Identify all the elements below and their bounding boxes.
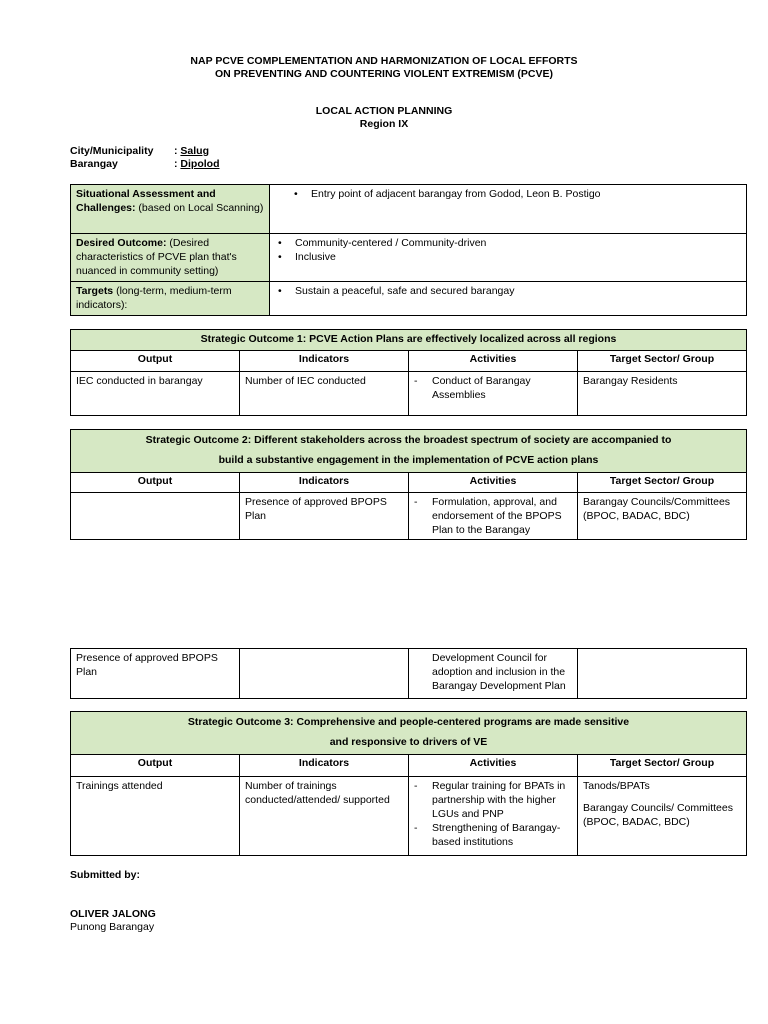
so1-header-row (71, 351, 747, 372)
desired-row (71, 234, 747, 282)
so2-table (70, 429, 747, 540)
header-activities: Activities (409, 755, 578, 777)
so3-title: Strategic Outcome 3: Comprehensive and people-centered programs are made sensitive and responsive to drivers of VE (71, 712, 747, 755)
activity-item: - Regular training for BPATs in partnership with the higher LGUs and PNP (414, 779, 572, 821)
header-indicators: Indicators (240, 473, 409, 493)
so3-output: Trainings attended (71, 777, 240, 856)
header-indicators: Indicators (240, 351, 409, 372)
desired-item: • Community-centered / Community-driven (275, 236, 741, 250)
so2cont-target (578, 649, 747, 699)
situational-content (270, 185, 747, 234)
so2-title-row (71, 430, 747, 473)
desired-content (270, 234, 747, 282)
so2-activities (409, 493, 578, 540)
so3-title-row (71, 712, 747, 755)
so3-table (70, 711, 747, 856)
desired-label: Desired Outcome: (Desired characteristics of PCVE plan that's nuanced in community setting) (71, 234, 270, 282)
header-target: Target Sector/ Group (578, 351, 747, 372)
so1-output: IEC conducted in barangay (71, 372, 240, 416)
title-line-2: ON PREVENTING AND COUNTERING VIOLENT EXTREMISM (PCVE) (215, 68, 553, 80)
header-target: Target Sector/ Group (578, 473, 747, 493)
header-activities: Activities (409, 351, 578, 372)
so3-header-row (71, 755, 747, 777)
so2-header-row (71, 473, 747, 493)
header-output: Output (71, 351, 240, 372)
situational-item: • Entry point of adjacent barangay from Godod, Leon B. Postigo (291, 187, 741, 201)
document-title (0, 55, 768, 81)
header-output: Output (71, 473, 240, 493)
assessment-table (70, 184, 747, 316)
title-line-1: NAP PCVE COMPLEMENTATION AND HARMONIZATION OF LOCAL EFFORTS (190, 55, 578, 67)
so2-indicators: Presence of approved BPOPS Plan (240, 493, 409, 540)
so2cont-indicators (240, 649, 409, 699)
header-indicators: Indicators (240, 755, 409, 777)
so2cont-output: Presence of approved BPOPS Plan (71, 649, 240, 699)
so2-target: Barangay Councils/Committees (BPOC, BADAC, BDC) (578, 493, 747, 540)
signatory-position: Punong Barangay (70, 921, 155, 933)
barangay-sep: : (174, 158, 178, 170)
so2cont-activities: Development Council for adoption and inclusion in the Barangay Development Plan (409, 649, 578, 699)
situational-row (71, 185, 747, 234)
activity-item: - Conduct of Barangay Assemblies (414, 374, 572, 402)
header-output: Output (71, 755, 240, 777)
so3-target: Tanods/BPATs Barangay Councils/ Committees (BPOC, BADAC, BDC) (578, 777, 747, 856)
title-line-4: Region IX (359, 118, 409, 130)
situational-label: Situational Assessment and Challenges: (based on Local Scanning) (71, 185, 270, 234)
header-target: Target Sector/ Group (578, 755, 747, 777)
so2-output (71, 493, 240, 540)
so1-activities (409, 372, 578, 416)
city-row (70, 145, 209, 158)
targets-label: Targets (long-term, medium-term indicators): (71, 282, 270, 316)
so1-title-row (71, 330, 747, 351)
so1-table (70, 329, 747, 416)
so1-title: Strategic Outcome 1: PCVE Action Plans are effectively localized across all regions (71, 330, 747, 351)
targets-item: • Sustain a peaceful, safe and secured barangay (275, 284, 741, 298)
so3-activities (409, 777, 578, 856)
signatory-name: OLIVER JALONG (70, 908, 156, 920)
header-activities: Activities (409, 473, 578, 493)
so3-indicators: Number of trainings conducted/attended/ supported (240, 777, 409, 856)
so1-indicators: Number of IEC conducted (240, 372, 409, 416)
activity-item: - Strengthening of Barangay-based institutions (414, 821, 572, 849)
city-value: Salug (180, 145, 210, 157)
city-label: City/Municipality (70, 145, 154, 157)
targets-row (71, 282, 747, 316)
title-line-3: LOCAL ACTION PLANNING (315, 105, 453, 117)
targets-content (270, 282, 747, 316)
so2-continuation-table (70, 648, 747, 699)
barangay-value: Dipolod (180, 158, 220, 170)
submitted-by-label: Submitted by: (70, 869, 140, 881)
table-row (71, 649, 747, 699)
so1-target: Barangay Residents (578, 372, 747, 416)
table-row (71, 372, 747, 416)
activity-item: - Formulation, approval, and endorsement of the BPOPS Plan to the Barangay (414, 495, 572, 537)
barangay-label: Barangay (70, 158, 118, 170)
barangay-row (70, 158, 220, 171)
so2-title: Strategic Outcome 2: Different stakeholders across the broadest spectrum of society are accompanied to build a substantive engagement in the implementation of PCVE action plans (71, 430, 747, 473)
desired-item: • Inclusive (275, 250, 741, 264)
table-row (71, 493, 747, 540)
section-title (0, 105, 768, 131)
city-sep: : (174, 145, 178, 157)
table-row (71, 777, 747, 856)
